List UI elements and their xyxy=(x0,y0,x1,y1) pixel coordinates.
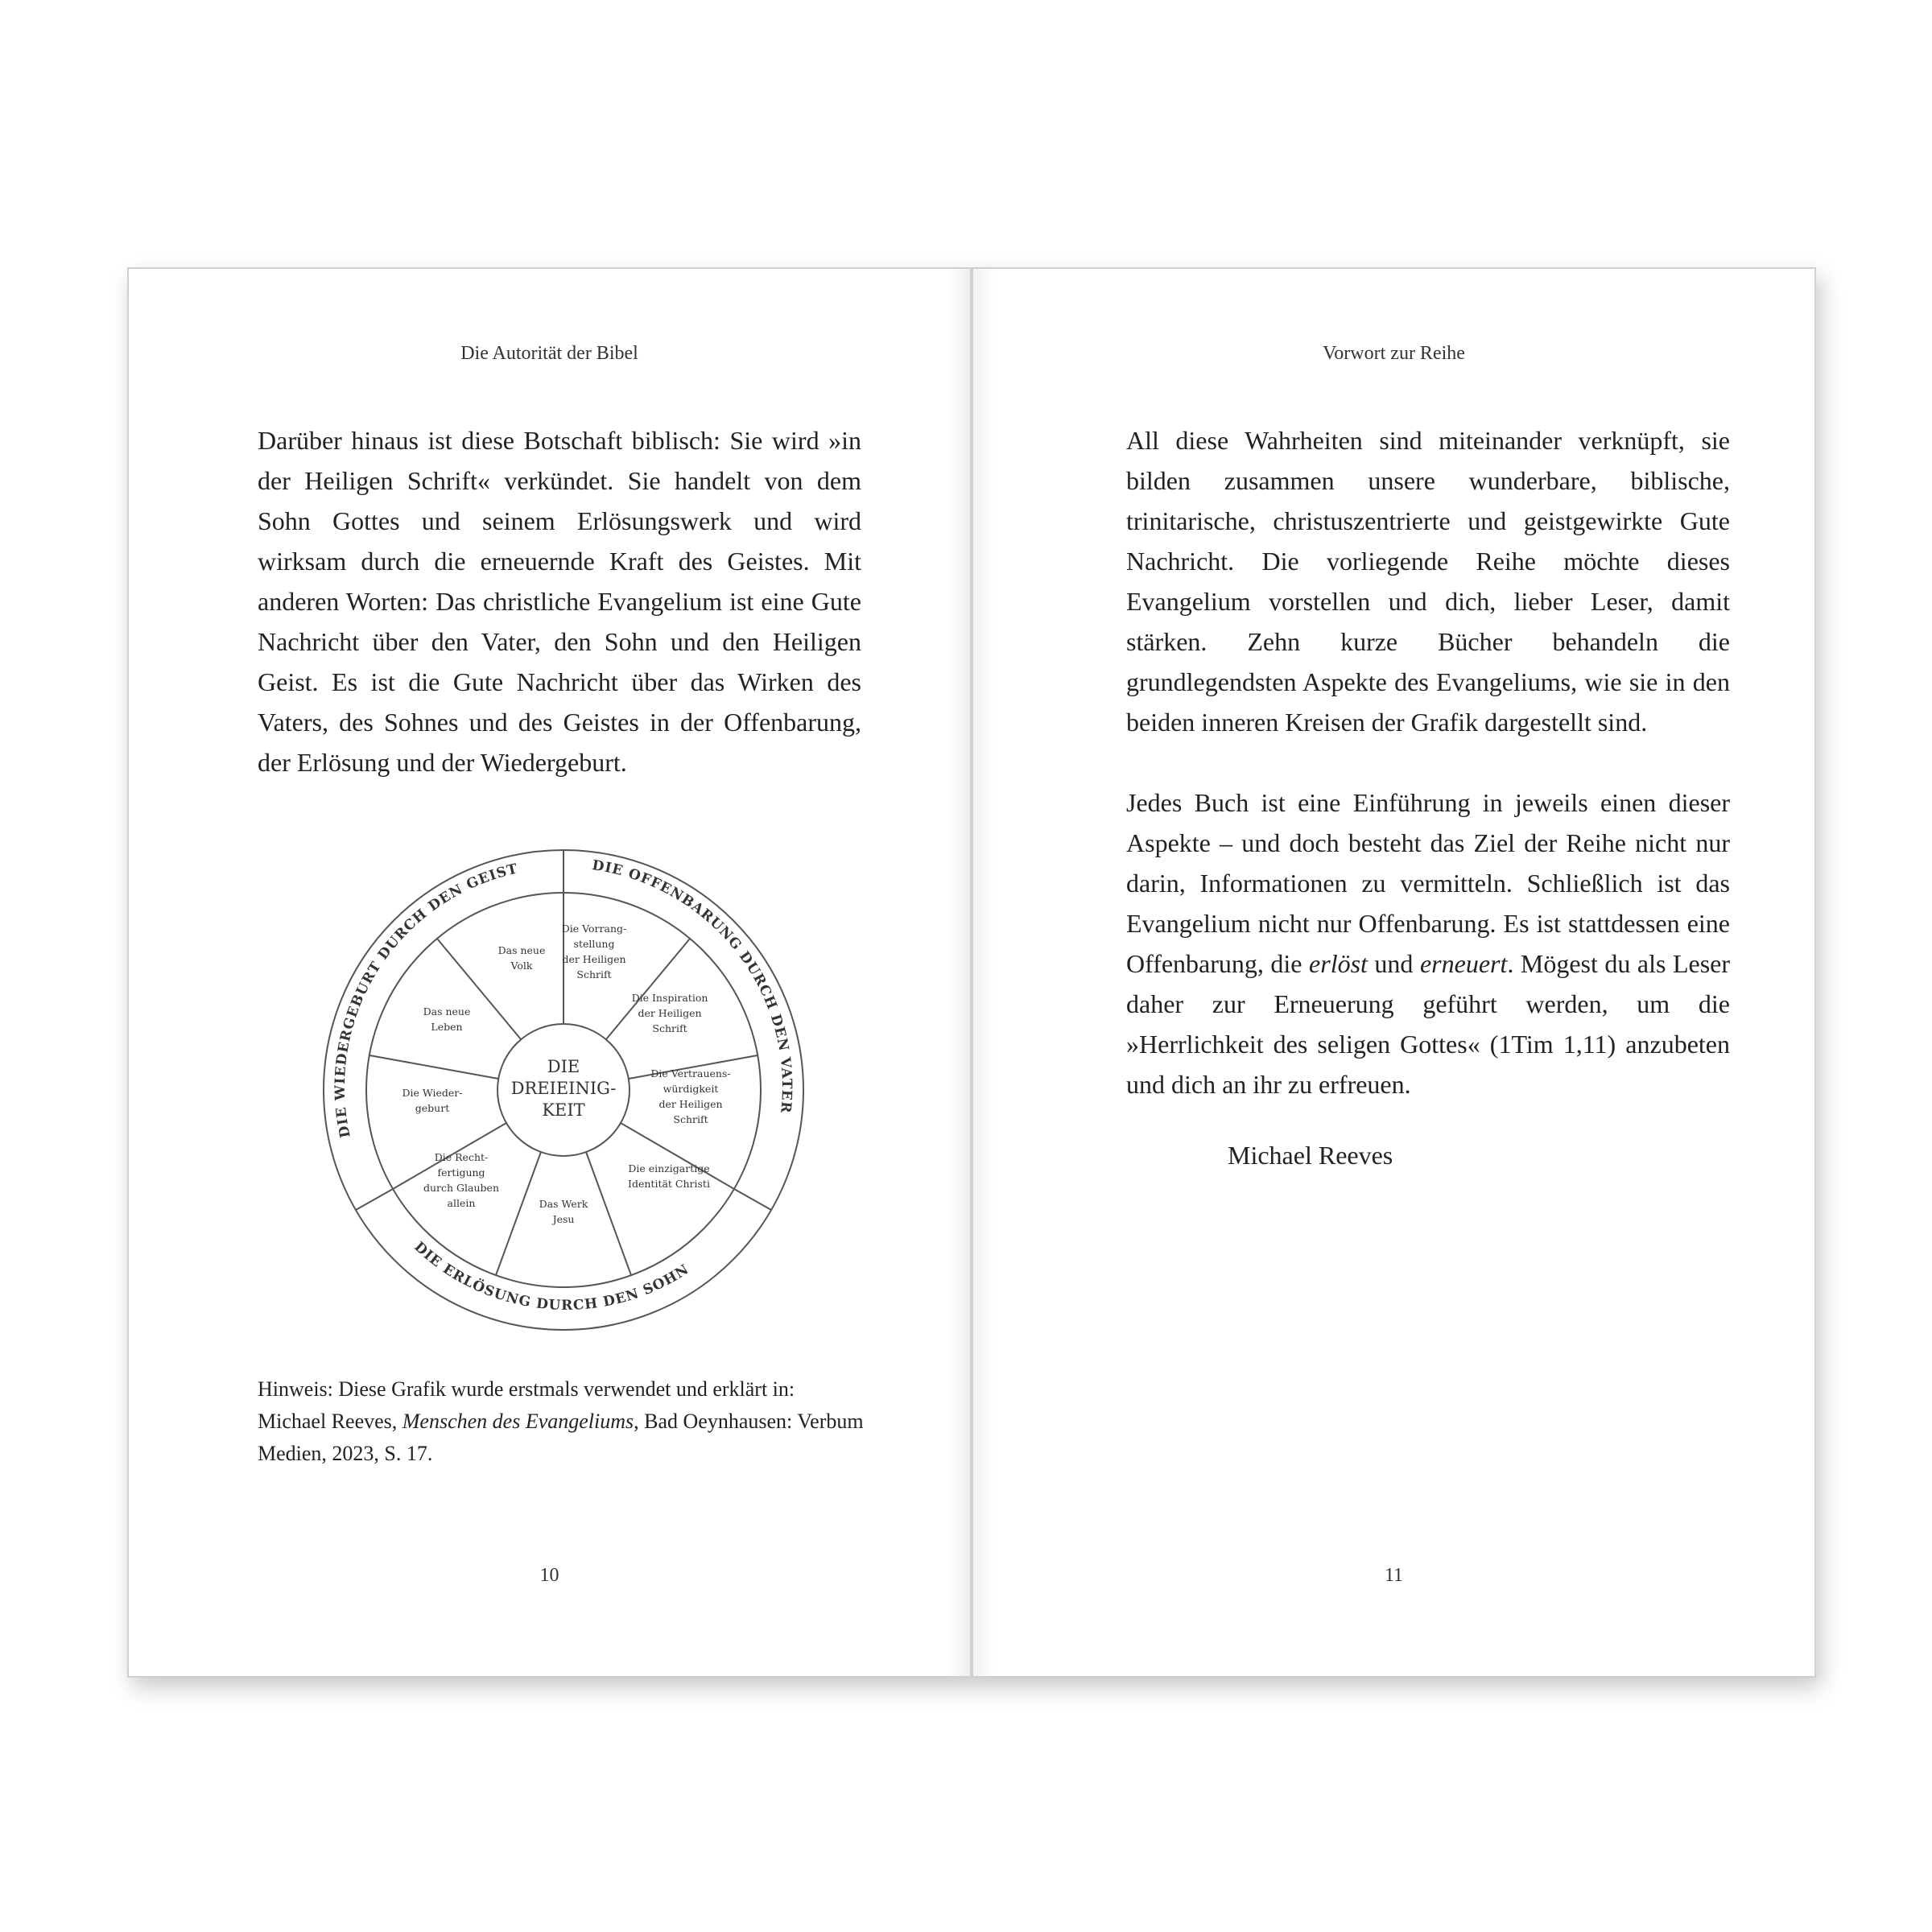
author-signature: Michael Reeves xyxy=(1228,1141,1393,1170)
svg-text:Das neue: Das neue xyxy=(497,944,546,956)
text-run: Jedes Buch ist eine Einführung in jeweils einen dieser Aspekte – und doch besteht das Ziel der Reihe nicht nur darin, Informationen zu vermitteln. Schließlich ist das Evangelium nicht nur Offenbarung. Es ist stattdessen eine Offenbarung, die xyxy=(1126,788,1730,978)
svg-text:Die Recht-: Die Recht- xyxy=(434,1151,489,1163)
book-spread xyxy=(127,267,1816,1678)
right-page xyxy=(972,267,1816,1678)
ring-label-revelation: DIE OFFENBARUNG DURCH DEN VATER xyxy=(591,857,795,1115)
svg-text:Das Werk: Das Werk xyxy=(539,1198,588,1210)
svg-text:durch Glauben: durch Glauben xyxy=(423,1182,499,1194)
emphasis: erneuert xyxy=(1419,949,1508,978)
svg-text:Schrift: Schrift xyxy=(652,1022,687,1034)
svg-text:KEIT: KEIT xyxy=(542,1100,585,1120)
text-run: . Mögest du als Leser daher zur Erneuerung geführt werden, um die »Herrlichkeit des seligen Gottes« (1Tim 1,11) anzubeten und dich an ihr zu erfreuen. xyxy=(1126,949,1731,1099)
running-head: Vorwort zur Reihe xyxy=(1323,343,1465,364)
svg-text:DIE: DIE xyxy=(547,1057,580,1076)
svg-text:stellung: stellung xyxy=(573,938,615,950)
note-book-title: Menschen des Evangeliums xyxy=(402,1410,634,1433)
emphasis: erlöst xyxy=(1309,949,1368,978)
svg-text:DREIEINIG-: DREIEINIG- xyxy=(510,1079,617,1098)
svg-text:Schrift: Schrift xyxy=(576,968,612,980)
segment-work-of-jesus xyxy=(539,1198,588,1225)
svg-text:fertigung: fertigung xyxy=(437,1166,485,1179)
gospel-wheel-svg xyxy=(306,832,821,1348)
svg-text:der Heiligen: der Heiligen xyxy=(562,953,626,965)
svg-text:geburt: geburt xyxy=(415,1102,450,1114)
note-author: Michael Reeves, xyxy=(258,1410,402,1433)
left-page xyxy=(127,267,972,1678)
svg-text:Identität Christi: Identität Christi xyxy=(628,1178,710,1190)
svg-text:Das neue: Das neue xyxy=(423,1005,471,1018)
svg-text:Schrift: Schrift xyxy=(673,1113,708,1125)
gospel-wheel-diagram xyxy=(306,832,821,1348)
page-number: 11 xyxy=(1384,1565,1404,1586)
segment-new-life xyxy=(423,1005,471,1033)
segment-trustworthiness-of-scripture xyxy=(650,1067,730,1125)
note-citation xyxy=(258,1406,869,1470)
segment-identity-of-christ xyxy=(628,1162,710,1190)
paragraph xyxy=(1126,782,1730,1104)
source-note xyxy=(258,1373,869,1470)
svg-text:Die Vorrang-: Die Vorrang- xyxy=(561,923,627,935)
svg-text:Die Wieder-: Die Wieder- xyxy=(402,1087,463,1099)
ring-divider xyxy=(734,1189,771,1210)
ring-label-regeneration: DIE WIEDERGEBURT DURCH DEN GEIST xyxy=(332,861,520,1140)
svg-text:Die einzigartige: Die einzigartige xyxy=(628,1162,710,1174)
page-number: 10 xyxy=(539,1565,559,1586)
segment-new-people xyxy=(498,944,546,972)
body-text xyxy=(258,420,861,782)
segment-primacy-of-scripture xyxy=(562,923,626,980)
svg-text:Leben: Leben xyxy=(431,1021,463,1033)
svg-text:der Heiligen: der Heiligen xyxy=(658,1098,723,1110)
body-text xyxy=(1126,420,1730,1104)
paragraph: Darüber hinaus ist diese Botschaft biblisch: Sie wird »in der Heiligen Schrift« verkündet. Sie handelt von dem Sohn Gottes und seinem Erlösungswerk und wird wirksam durch die erneuernde Kraft des Geistes. Mit anderen Worten: Das christliche Evangelium ist eine Gute Nachricht über den Vater, den Sohn und den Heiligen Geist. Es ist die Gute Nachricht über das Wirken des Vaters, des Sohnes und des Geistes in der Offenbarung, der Erlösung und der Wiedergeburt. xyxy=(258,426,861,777)
text-run: und xyxy=(1367,949,1420,978)
svg-text:Die Inspiration: Die Inspiration xyxy=(631,992,708,1004)
ring-label-redemption: DIE ERLÖSUNG DURCH DEN SOHN xyxy=(411,1238,692,1314)
paragraph: All diese Wahrheiten sind miteinander verknüpft, sie bilden zusammen unsere wunderbare, biblische, trinitarische, christuszentrierte und geistgewirkte Gute Nachricht. Die vorliegende Reihe möchte dieses Evangelium vorstellen und dich, lieber Leser, damit stärken. Zehn kurze Bücher behandeln die grundlegendsten Aspekte des Evangeliums, wie sie in den beiden inneren Kreisen der Grafik dargestellt sind. xyxy=(1126,426,1730,737)
svg-text:Die Vertrauens-: Die Vertrauens- xyxy=(650,1067,731,1080)
svg-text:würdigkeit: würdigkeit xyxy=(663,1083,719,1095)
note-publisher: , Bad Oeynhausen: Verbum Medien, 2023, S. 17. xyxy=(258,1410,864,1465)
segment-justification xyxy=(423,1151,499,1209)
note-line: Hinweis: Diese Grafik wurde erstmals verwendet und erklärt in: xyxy=(258,1377,795,1401)
segment-inspiration-of-scripture xyxy=(632,992,708,1034)
ring-divider xyxy=(356,1189,393,1210)
segment-regeneration xyxy=(402,1087,462,1114)
svg-text:allein: allein xyxy=(447,1197,476,1209)
gutter-shadow xyxy=(949,269,970,1676)
svg-text:Jesu: Jesu xyxy=(552,1213,575,1225)
running-head: Die Autorität der Bibel xyxy=(460,343,638,364)
svg-text:Volk: Volk xyxy=(510,960,533,972)
gutter-shadow xyxy=(973,269,994,1676)
svg-text:der Heiligen: der Heiligen xyxy=(638,1007,702,1019)
center-label xyxy=(511,1057,617,1120)
